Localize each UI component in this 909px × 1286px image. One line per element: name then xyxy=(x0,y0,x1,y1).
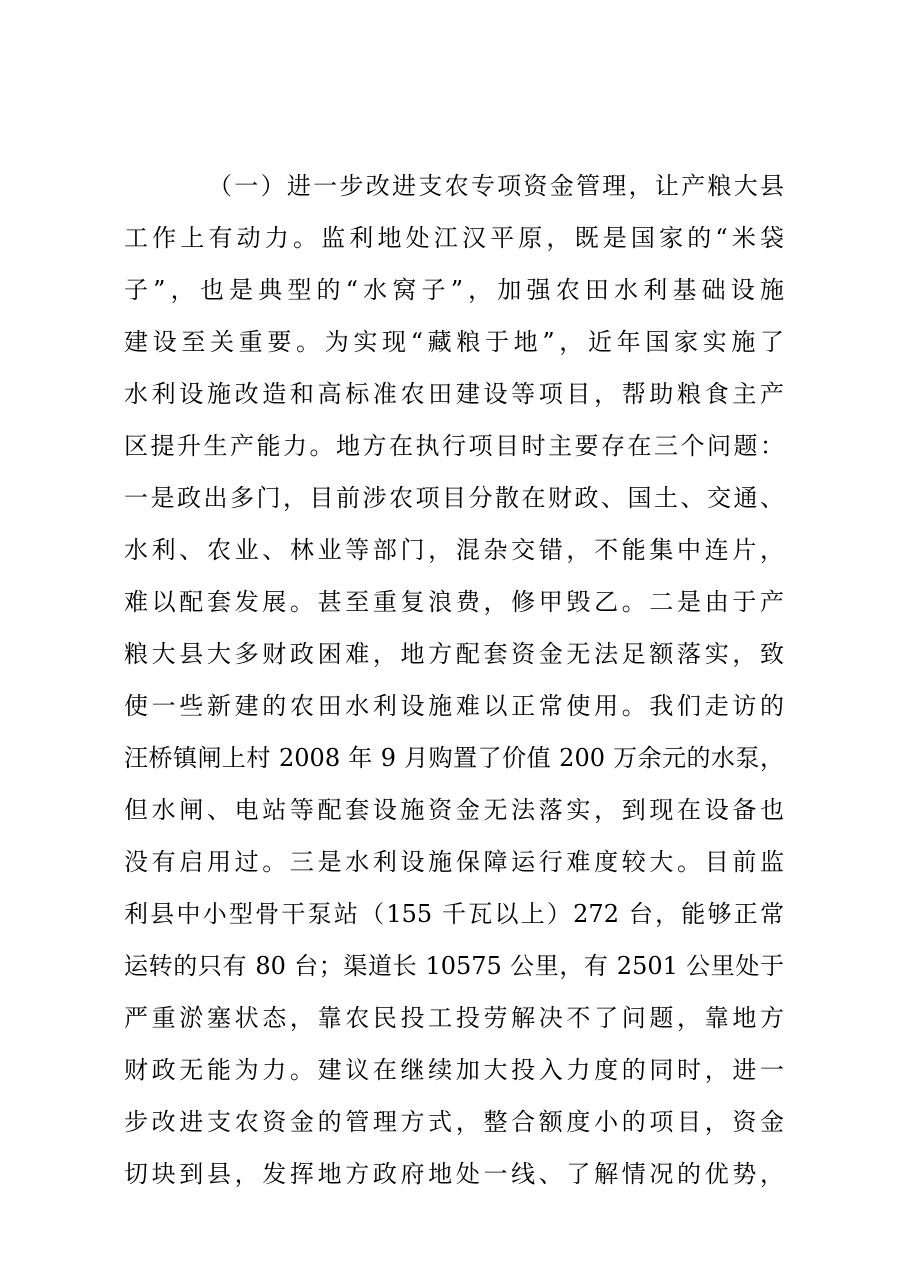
text-line: 水利设施改造和高标准农田建设等项目，帮助粮食主产 xyxy=(124,380,784,408)
text-line: 但水闸、电站等配套设施资金无法落实，到现在设备也 xyxy=(124,796,784,824)
text-line: 财政无能为力。建议在继续加大投入力度的同时，进一 xyxy=(124,1056,784,1084)
text-line: （一）进一步改进支农专项资金管理，让产粮大县 xyxy=(208,172,784,200)
text-line: 使一些新建的农田水利设施难以正常使用。我们走访的 xyxy=(124,692,784,720)
text-line: 区提升生产能力。地方在执行项目时主要存在三个问题： xyxy=(124,432,784,460)
text-line: 没有启用过。三是水利设施保障运行难度较大。目前监 xyxy=(124,848,784,876)
text-line: 水利、农业、林业等部门，混杂交错，不能集中连片， xyxy=(124,536,784,564)
text-line: 难以配套发展。甚至重复浪费，修甲毁乙。二是由于产 xyxy=(124,588,784,616)
text-line: 切块到县，发挥地方政府地处一线、了解情况的优势， xyxy=(124,1160,784,1188)
text-line: 一是政出多门，目前涉农项目分散在财政、国土、交通、 xyxy=(124,484,784,512)
text-line: 运转的只有 80 台；渠道长 10575 公里，有 2501 公里处于 xyxy=(124,952,784,980)
text-line: 工作上有动力。监利地处江汉平原，既是国家的“米袋 xyxy=(124,224,784,252)
body-paragraph xyxy=(124,160,784,1200)
text-line: 利县中小型骨干泵站（155 千瓦以上）272 台，能够正常 xyxy=(124,900,784,928)
text-line: 汪桥镇闸上村 2008 年 9 月购置了价值 200 万余元的水泵， xyxy=(124,744,784,772)
text-line: 子”，也是典型的“水窝子”，加强农田水利基础设施 xyxy=(124,276,784,304)
text-line: 粮大县大多财政困难，地方配套资金无法足额落实，致 xyxy=(124,640,784,668)
text-line: 建设至关重要。为实现“藏粮于地”，近年国家实施了 xyxy=(124,328,784,356)
text-line: 步改进支农资金的管理方式，整合额度小的项目，资金 xyxy=(124,1108,784,1136)
text-line: 严重淤塞状态，靠农民投工投劳解决不了问题，靠地方 xyxy=(124,1004,784,1032)
